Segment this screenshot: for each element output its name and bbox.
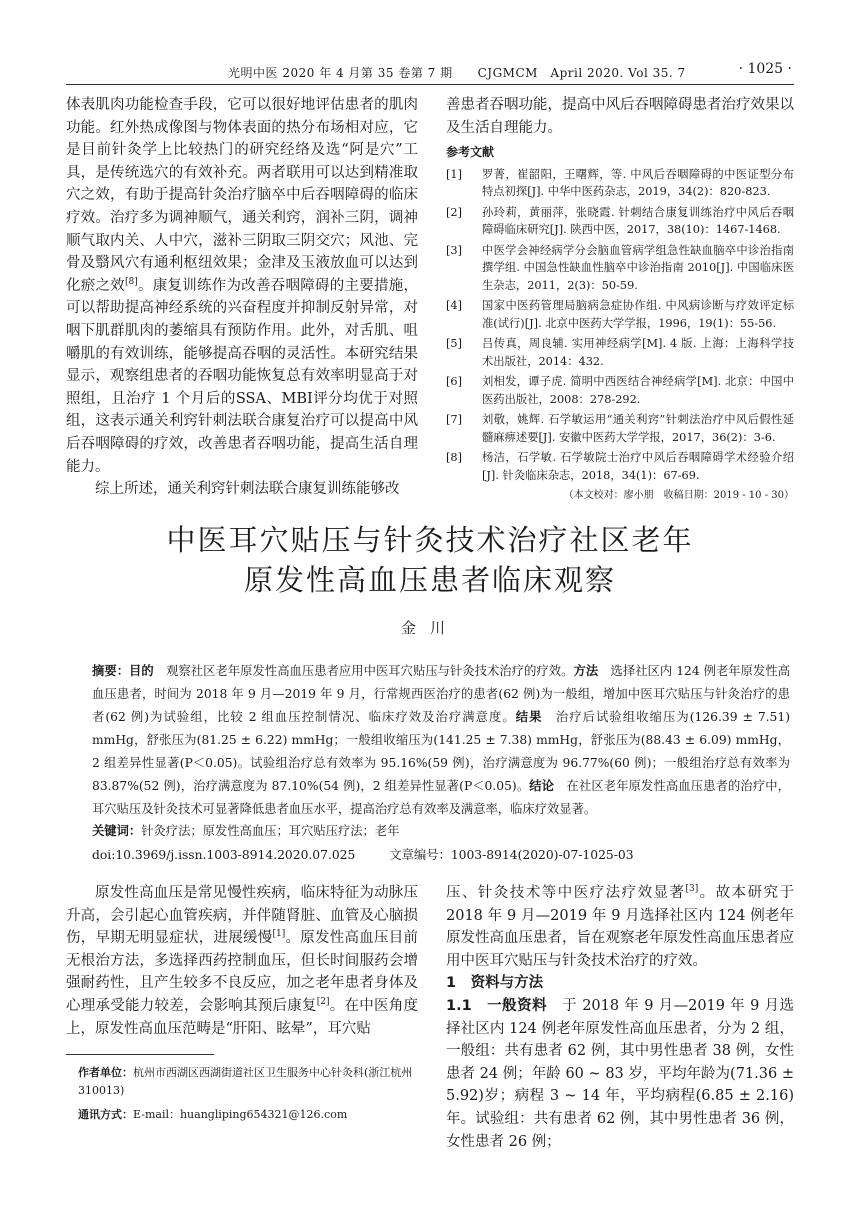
result-label: 结果 — [515, 710, 543, 724]
result-text: 治疗后试验组收缩压为(126.39 ± 7.51) mmHg，舒张压为(81.25 ± 6.22) mmHg；一般组收缩压为(141.25 ± 7.38) mmHg，舒张压为(88.43 ± 6.09) mmHg，2 组差异性显著(P＜0.05)。试验组治疗总有效率为 95.16%(59 例)，治疗满意度为 96.77%(60 例)；一般组治疗总有效率为 83.87%(52 例)，治疗满意度为 87.10%(54 例)，2 组差异性显著(P＜0.05)。 — [92, 710, 790, 793]
affiliation-text: 杭州市西湖区西湖街道社区卫生服务中心针灸科(浙江杭州 310013) — [78, 1066, 413, 1097]
citation: [3] — [685, 884, 699, 895]
reference-item: [8] 杨洁，石学敏. 石学敏院士治疗中风后吞咽障碍学术经验介绍[J]. 针灸临床杂志，2018，34(1)：67-69. — [446, 451, 794, 482]
keywords — [92, 820, 790, 843]
keywords-label: 关键词： — [92, 824, 142, 838]
article-title — [0, 520, 860, 600]
body-left-column — [66, 882, 418, 1040]
intro-paragraph-cont: 压、针灸技术等中医疗法疗效显著[3]。故本研究于 2018 年 9 月—2019 年 9 月选择社区内 124 例老年原发性高血压患者，旨在观察老年原发性高血压患者应用中医耳穴贴压与针灸技术治疗的疗效。 — [446, 884, 795, 969]
conclusion-text: 在社区老年原发性高血压患者的治疗中，耳穴贴压及针灸技术可显著降低患者血压水平，提高治疗总有效率及满意率，临床疗效显著。 — [92, 779, 790, 816]
section-heading: 1 资料与方法 — [446, 975, 544, 992]
citation: [1] — [272, 929, 286, 940]
objective-text: 观察社区老年原发性高血压患者应用中医耳穴贴压与针灸技术治疗的疗效。 — [153, 664, 574, 678]
page-number: · 1025 · — [738, 61, 792, 77]
method-label: 方法 — [573, 664, 599, 678]
article-number: 文章编号：1003-8914(2020)-07-1025-03 — [389, 848, 634, 862]
doi-line — [92, 844, 790, 867]
reference-item: [1] 罗菁，崔韶阳，王曙辉，等. 中风后吞咽障碍的中医证型分布特点初探[J]. 中华中医药杂志，2019，34(2)：820-823. — [446, 167, 794, 199]
abstract — [92, 660, 790, 821]
prev-paragraph: 综上所述，通关利窍针刺法联合康复训练能够改 — [95, 481, 400, 498]
footnote-divider — [66, 1054, 214, 1055]
intro-paragraph: 原发性高血压是常见慢性疾病，临床特征为动脉压升高，会引起心血管疾病，并伴随肾脏、血管及心脑损伤，早期无明显症状，进展缓慢[1]。原发性高血压目前无根治方法，多选择西药控制血压，但长时间服药会增强耐药性，且产生较多不良反应，加之老年患者身体及心理承受能力较差，会影响其预后康复[2]。在中医角度上，原发性高血压范畴是“肝阳、眩晕”，耳穴贴 — [66, 885, 418, 1037]
title-line-2: 原发性高血压患者临床观察 — [243, 563, 616, 597]
running-header — [66, 58, 794, 85]
conclusion-label: 结论 — [529, 779, 555, 793]
reference-item: [3] 中医学会神经病学分会脑血管病学组急性缺血脑卒中诊治指南撰学组. 中国急性缺血性脑卒中诊治指南 2010[J]. 中国临床医生杂志，2011，2(3)：50-59. — [446, 243, 794, 292]
contact-text: E-mail：huangliping654321@126.com — [133, 1108, 348, 1121]
reference-item: [2] 孙玲莉，黄丽萍，张晓霞. 针刺结合康复训练治疗中风后吞咽障碍临床研究[J]. 陕西中医，2017，38(10)：1467-1468. — [446, 205, 794, 237]
method-text: 选择社区内 124 例老年原发性高血压患者，时间为 2018 年 9 月—2019 年 9 月，行常规西医治疗的患者(62 例)为一般组，增加中医耳穴贴压与针灸治疗的患者(62 例)为试验组，比较 2 组血压控制情况、临床疗效及治疗满意度。 — [92, 664, 790, 724]
citation: [8] — [125, 276, 138, 287]
title-line-1: 中医耳穴贴压与针灸技术治疗社区老年 — [166, 523, 694, 557]
references-heading: 参考文献 — [446, 145, 495, 160]
proofread-note: （本文校对：廖小朋 收稿日期：2019 - 10 - 30） — [563, 490, 794, 502]
abstract-label: 摘要： — [92, 664, 130, 678]
prev-article-left-column — [66, 94, 418, 501]
reference-item: [7] 刘敬，姚辉. 石学敏运用“通关利窍”针刺法治疗中风后假性延髓麻痹述要[J]. 安徽中医药大学学报，2017，36(2)：3-6. — [446, 413, 794, 444]
prev-article-right-column — [446, 94, 794, 505]
reference-item: [4] 国家中医药管理局脑病急症协作组. 中风病诊断与疗效评定标准(试行)[J]. 北京中医药大学学报，1996，19(1)：55-56. — [446, 299, 794, 330]
article-author: 金川 — [400, 619, 459, 637]
body-right-column — [446, 882, 794, 1153]
journal-info: 光明中医 2020 年 4 月第 35 卷第 7 期 CJGMCM April 2020. Vol 35. 7 — [228, 66, 686, 80]
prev-paragraph-cont: 善患者吞咽功能，提高中风后吞咽障碍患者治疗效果以及生活自理能力。 — [446, 97, 794, 136]
reference-item: [6] 刘相发，谭子虎. 简明中西医结合神经病学[M]. 北京：中国中医药出版社，2008：278-292. — [446, 375, 794, 406]
keywords-text: 针灸疗法；原发性高血压；耳穴贴压疗法；老年 — [141, 824, 400, 838]
prev-paragraph: 体表肌肉功能检查手段，它可以很好地评估患者的肌肉功能。红外热成像图与物体表面的热分布场相对应，它是目前针灸学上比较热门的研究经络及选“阿是穴”工具，是传统选穴的有效补充。两者联用可以达到精准取穴之效，有助于提高针灸治疗脑卒中后吞咽障碍的临床疗效。治疗多为调神顺气，通关利窍，润补三阴，调神顺气取内关、人中穴，滋补三阴取三阴交穴；风池、完骨及翳风穴有通利枢纽效果；金津及玉液放血可以达到化瘀之效[8]。康复训练作为改善吞咽障碍的主要措施，可以帮助提高神经系统的兴奋程度并抑制反射异常，对咽下肌群肌肉的萎缩具有预防作用。此外，对舌肌、咀嚼肌的有效训练，能够提高吞咽的灵活性。本研究结果显示，观察组患者的吞咽功能恢复总有效率明显高于对照组，且治疗 1 个月后的SSA、MBI评分均优于对照组，这表示通关利窍针刺法联合康复治疗可以提高中风后吞咽障碍的疗效，改善患者吞咽功能，提高生活自理能力。 — [66, 97, 418, 475]
objective-label: 目的 — [129, 664, 154, 678]
footnote-contact — [78, 1106, 438, 1124]
doi: doi:10.3969/j.issn.1003-8914.2020.07.025 — [92, 848, 356, 862]
affiliation-label: 作者单位： — [78, 1066, 133, 1079]
references-list — [446, 166, 794, 505]
reference-item: [5] 吕传真，周良辅. 实用神经病学[M]. 4 版. 上海：上海科学技术出版社，2014：432. — [446, 337, 794, 368]
subsection-paragraph: 1.1 一般资料 于 2018 年 9 月—2019 年 9 月选择社区内 124 例老年原发性高血压患者，分为 2 组，一般组：共有患者 62 例，其中男性患者 38 例，女性患者 24 例；年龄 60 ~ 83 岁，平均年龄为(71.36 ± 5.92)岁；病程 3 ~ 14 年，平均病程(6.85 ± 2.16)年。试验组：共有患者 62 例，其中男性患者 36 例，女性患者 26 例； — [446, 997, 794, 1150]
footnote-affiliation — [78, 1064, 438, 1100]
contact-label: 通讯方式： — [78, 1108, 133, 1121]
subsection-heading: 1.1 一般资料 — [446, 997, 548, 1014]
citation: [2] — [316, 997, 330, 1008]
